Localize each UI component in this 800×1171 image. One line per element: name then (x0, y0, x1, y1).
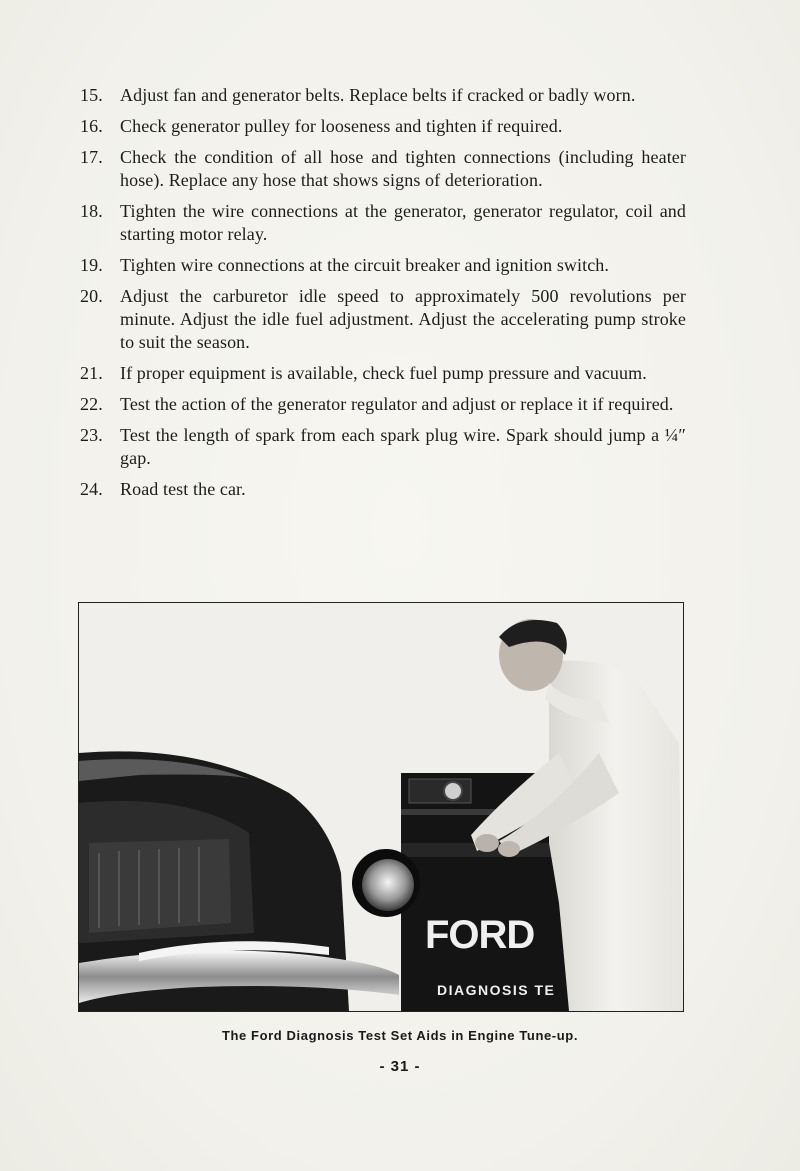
step-text: Check generator pulley for looseness and tighten if required. (120, 116, 563, 136)
gauge-icon (444, 782, 462, 800)
list-item (80, 362, 686, 385)
step-text: Adjust the carburetor idle speed to approximately 500 revolutions per minute. Adjust the idle fuel adjustment. Adjust the accelerating pump stroke to suit the season. (120, 286, 686, 352)
step-text: If proper equipment is available, check fuel pump pressure and vacuum. (120, 363, 647, 383)
ford-logo-text: FORD (425, 913, 535, 957)
photo-caption: The Ford Diagnosis Test Set Aids in Engine Tune-up. (221, 1028, 579, 1043)
step-number: 18. (80, 201, 103, 221)
step-text: Test the action of the generator regulator and adjust or replace it if required. (120, 394, 674, 414)
step-number: 16. (80, 116, 103, 136)
tune-up-steps-list (80, 84, 686, 509)
step-number: 22. (80, 394, 103, 414)
list-item (80, 393, 686, 416)
step-number: 23. (80, 425, 103, 445)
page-number: - 31 - (379, 1058, 421, 1075)
step-text: Tighten wire connections at the circuit breaker and ignition switch. (120, 255, 610, 275)
list-item (80, 146, 686, 192)
step-number: 24. (80, 479, 103, 499)
list-item (80, 285, 686, 354)
photo-illustration (79, 603, 683, 1011)
step-text: Check the condition of all hose and tighten connections (including heater hose). Replace any hose that shows signs of deterioration. (120, 147, 686, 190)
headlamp (362, 859, 414, 911)
step-text: Tighten the wire connections at the generator, generator regulator, coil and starting motor relay. (120, 201, 686, 244)
step-number: 15. (80, 85, 103, 105)
step-text: Test the length of spark from each spark plug wire. Spark should jump a ¼″ gap. (120, 425, 686, 468)
list-item (80, 200, 686, 246)
step-number: 19. (80, 255, 103, 275)
list-item (80, 84, 686, 107)
diagnosis-panel-text: DIAGNOSIS TE (437, 982, 556, 998)
list-item (80, 254, 686, 277)
list-item (80, 424, 686, 470)
step-text: Adjust fan and generator belts. Replace belts if cracked or badly worn. (120, 85, 636, 105)
engine-tune-up-photo (78, 602, 684, 1012)
list-item (80, 478, 686, 501)
list-item (80, 115, 686, 138)
step-number: 21. (80, 363, 103, 383)
step-number: 17. (80, 147, 103, 167)
step-text: Road test the car. (120, 479, 246, 499)
step-number: 20. (80, 286, 103, 306)
